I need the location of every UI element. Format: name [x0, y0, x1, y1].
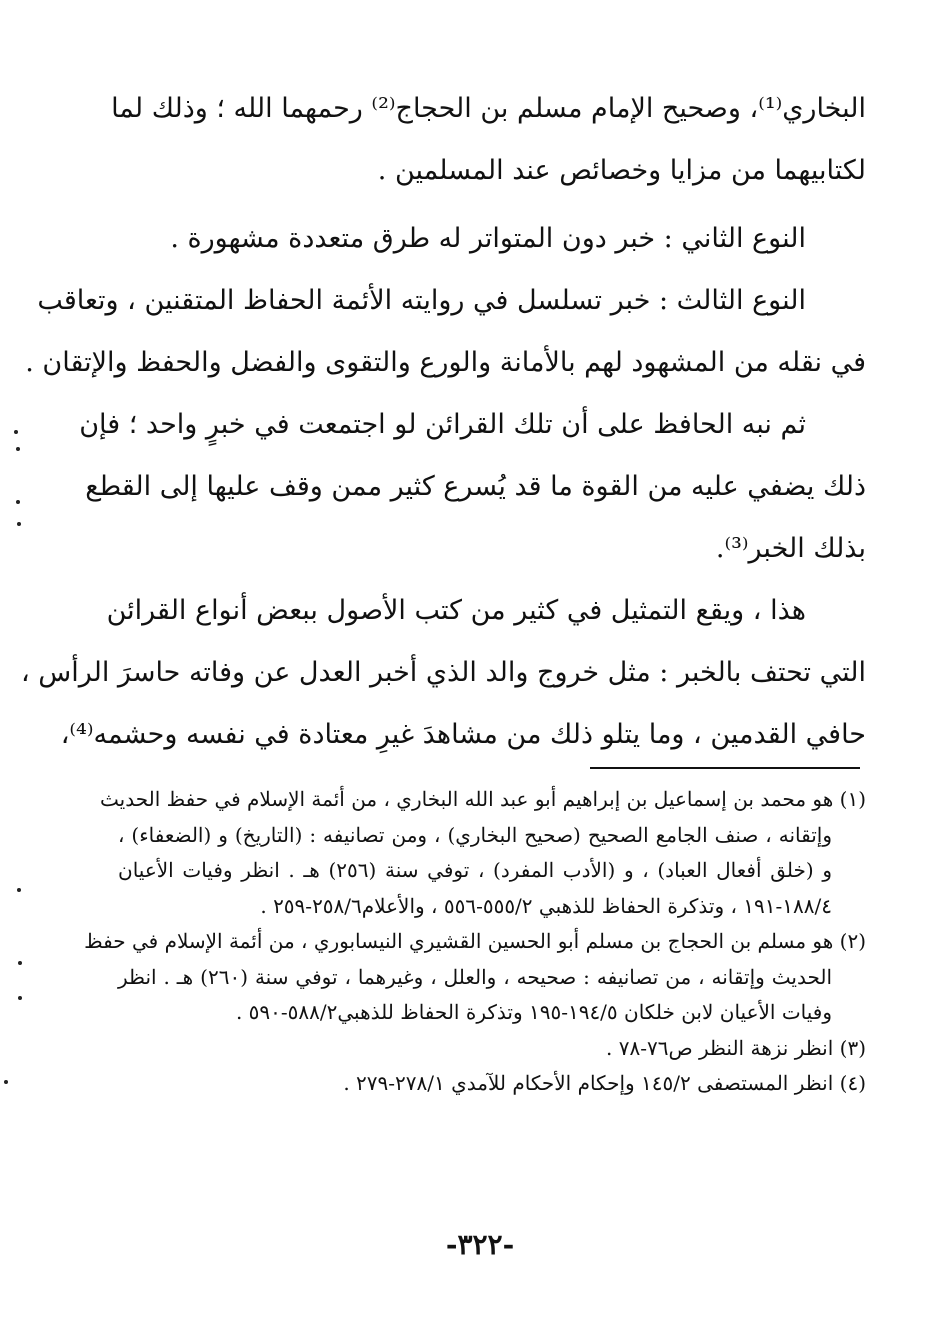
body-line: النوع الثالث : خبر تسلسل في روايته الأئمة الحفاظ المتقنين ، وتعاقب: [37, 285, 806, 316]
footnote-line: ١٨٨/٤-١٩١ ، وتذكرة الحفاظ للذهبي ٥٥٥/٢-٥٥٦ ، والأعلام٢٥٨/٦-٢٥٩ .: [260, 893, 832, 918]
scan-speck: [16, 447, 20, 451]
footnote-divider: [590, 767, 860, 769]
footnote-line: و (خلق أفعال العباد) ، و (الأدب المفرد) ، توفي سنة (٢٥٦) هـ . انظر وفيات الأعيان: [118, 858, 832, 882]
body-line: هذا ، ويقع التمثيل في كثير من كتب الأصول ببعض أنواع القرائن: [106, 595, 806, 626]
footnote-line: وفيات الأعيان لابن خلكان ١٩٤/٥-١٩٥ وتذكرة الحفاظ للذهبي٥٨٨/٢-٥٩٠ .: [235, 1000, 832, 1024]
footnote-line: الحديث وإتقانه ، من تصانيفه : صحيحه ، والعلل ، وغيرهما ، توفي سنة (٢٦٠) هـ . انظر: [118, 964, 833, 989]
body-line: لكتابيهما من مزايا وخصائص عند المسلمين .: [377, 155, 866, 186]
page-number: -٣٢٢-: [445, 1228, 515, 1261]
body-line: حافي القدمين ، وما يتلو ذلك من مشاهدَ غيرِ معتادة في نفسه وحشمه⁽⁴⁾،: [60, 719, 866, 750]
body-line: في نقله من المشهود لهم بالأمانة والورع والتقوى والفضل والحفظ والإتقان .: [25, 347, 866, 378]
scan-speck: [14, 430, 18, 434]
scan-speck: [18, 961, 22, 965]
footnote-line: (٢) هو مسلم بن الحجاج بن مسلم أبو الحسين القشيري النيسابوري ، من أئمة الإسلام في حفظ: [84, 929, 866, 953]
body-line: بذلك الخبر⁽³⁾.: [715, 533, 866, 564]
footnote-line: (٤) انظر المستصفى ١٤٥/٢ وإحكام الأحكام للآمدي ٢٧٨/١-٢٧٩ .: [343, 1071, 866, 1095]
body-line: النوع الثاني : خبر دون المتواتر له طرق متعددة مشهورة .: [170, 223, 806, 254]
scan-speck: [16, 500, 20, 504]
body-line: البخاري⁽¹⁾، وصحيح الإمام مسلم بن الحجاج⁽²⁾ رحمهما الله ؛ وذلك لما: [111, 93, 866, 124]
scan-speck: [18, 996, 22, 1000]
footnote-line: (١) هو محمد بن إسماعيل بن إبراهيم أبو عبد الله البخاري ، من أئمة الإسلام في حفظ الحديث: [100, 787, 866, 811]
footnote-line: وإتقانه ، صنف الجامع الصحيح (صحيح البخاري) ، ومن تصانيفه : (التاريخ) و (الضعفاء) ،: [118, 822, 832, 847]
footnote-line: (٣) انظر نزهة النظر ص٧٦-٧٨ .: [606, 1035, 866, 1060]
body-line: التي تحتف بالخبر : مثل خروج والد الذي أخبر العدل عن وفاته حاسرَ الرأس ،: [20, 657, 866, 688]
footnotes: [84, 782, 866, 1102]
scan-speck: [17, 522, 21, 526]
scan-speck: [4, 1080, 8, 1084]
body-line: ذلك يضفي عليه من القوة ما قد يُسرع كثير ممن وقف عليها إلى القطع: [85, 471, 866, 502]
scan-speck: [17, 888, 21, 892]
body-line: ثم نبه الحافظ على أن تلك القرائن لو اجتمعت في خبرٍ واحد ؛ فإن: [79, 409, 806, 440]
body-text: [20, 78, 866, 766]
